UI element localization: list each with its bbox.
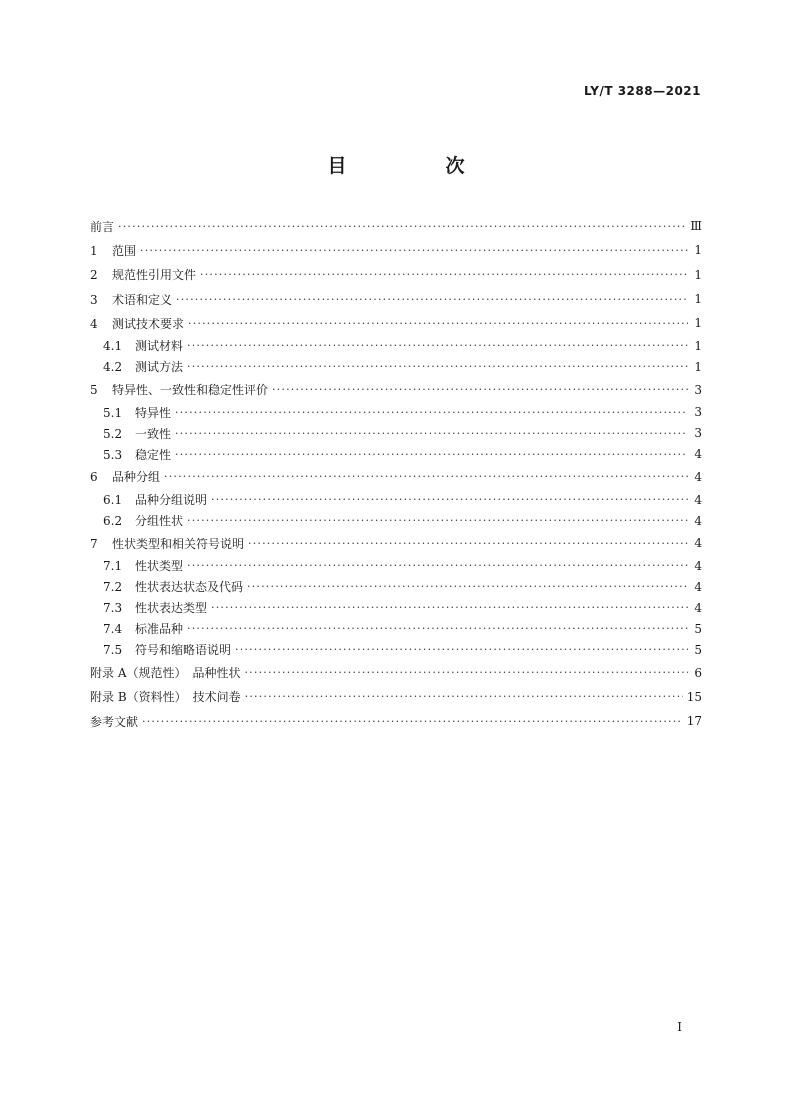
toc-entry-number: 1: [90, 243, 98, 258]
toc-entry[interactable]: [90, 287, 702, 311]
dot-leader: [245, 690, 683, 703]
dot-leader: [118, 220, 686, 233]
toc-entry-number: 4.2: [103, 360, 123, 375]
toc-entry-page: 5: [688, 643, 702, 657]
toc-entry-label: [90, 578, 247, 595]
toc-entry-label: [90, 664, 244, 681]
toc-entry-label: [90, 425, 175, 442]
dot-leader: [272, 383, 688, 396]
toc-entry[interactable]: [90, 402, 702, 423]
toc-entry-number: 7: [90, 536, 98, 551]
dot-leader: [188, 317, 688, 330]
toc-entry-title: 符号和缩略语说明: [135, 643, 232, 658]
toc-entry-number: 5.2: [103, 426, 123, 441]
toc-entry-title: 参考文献: [90, 714, 139, 729]
dot-leader: [247, 580, 688, 593]
toc-entry-page: 17: [683, 714, 702, 728]
toc-entry-title: 性状表达状态及代码: [135, 580, 244, 595]
dot-leader: [175, 448, 688, 461]
toc-entry[interactable]: [90, 639, 702, 660]
toc-entry[interactable]: [90, 465, 702, 489]
toc-entry-label: [90, 713, 142, 730]
toc-entry-page: 4: [688, 470, 702, 484]
toc-entry[interactable]: [90, 576, 702, 597]
dot-leader: [187, 514, 688, 527]
dot-leader: [187, 559, 688, 572]
toc-entry-label: [90, 468, 164, 485]
toc-entry-page: 4: [688, 536, 702, 550]
dot-leader: [235, 643, 688, 656]
dot-leader: [244, 666, 688, 679]
toc-entry-label: [90, 535, 248, 552]
dot-leader: [175, 427, 688, 440]
toc-entry[interactable]: [90, 356, 702, 377]
toc-entry[interactable]: [90, 709, 702, 733]
toc-entry-number: 6.2: [103, 514, 123, 529]
toc-entry-title: 标准品种: [135, 622, 184, 637]
page-number: I: [677, 1020, 682, 1034]
toc-entry-label: [90, 599, 211, 616]
toc-entry-page: 4: [688, 514, 702, 528]
toc-entry[interactable]: [90, 531, 702, 555]
toc-entry[interactable]: [90, 685, 702, 709]
toc-entry-page: 1: [688, 316, 702, 330]
toc-entry[interactable]: [90, 311, 702, 335]
toc-entry-page: 5: [688, 622, 702, 636]
toc-entry-title: 稳定性: [135, 447, 172, 462]
toc-entry-number: 4: [90, 316, 98, 331]
toc-entry-label: [90, 620, 187, 637]
toc-entry-title: 品种分组: [112, 470, 161, 485]
toc-entry-number: 7.5: [103, 643, 123, 658]
page-title: 目 次: [327, 155, 505, 177]
toc-entry-number: 5.3: [103, 447, 123, 462]
toc-entry-title: 性状表达类型: [135, 601, 208, 616]
toc-entry-number: 4.1: [103, 339, 123, 354]
toc-entry-title: 前言: [90, 219, 115, 234]
toc-entry[interactable]: [90, 618, 702, 639]
toc-entry-label: [90, 641, 235, 658]
toc-entry-title: 范围: [112, 243, 137, 258]
toc-entry-page: 6: [688, 666, 702, 680]
toc-entry-number: 3: [90, 292, 98, 307]
toc-entry-page: 1: [688, 292, 702, 306]
toc-entry-number: 2: [90, 268, 98, 283]
toc-entry-label: [90, 242, 140, 259]
dot-leader: [175, 406, 688, 419]
toc-entry-page: 3: [688, 426, 702, 440]
toc-entry[interactable]: [90, 555, 702, 576]
dot-leader: [187, 360, 688, 373]
toc-entry-label: [90, 512, 187, 529]
toc-entry-label: [90, 266, 200, 283]
toc-entry-title: 附录 A（规范性） 品种性状: [90, 666, 241, 681]
toc-entry[interactable]: [90, 444, 702, 465]
toc-entry-label: [90, 218, 118, 235]
toc-entry-title: 品种分组说明: [135, 493, 208, 508]
toc-entry-number: 5.1: [103, 405, 123, 420]
toc-entry-page: 1: [688, 268, 702, 282]
toc-entry-number: 7.4: [103, 622, 123, 637]
toc-entry-title: 测试材料: [135, 339, 184, 354]
table-of-contents: [90, 214, 702, 733]
dot-leader: [176, 293, 688, 306]
dot-leader: [211, 493, 688, 506]
toc-entry[interactable]: [90, 510, 702, 531]
toc-entry-page: 4: [688, 493, 702, 507]
toc-entry-page: 15: [683, 690, 702, 704]
toc-entry[interactable]: [90, 214, 702, 238]
dot-leader: [187, 622, 688, 635]
toc-entry-label: [90, 491, 211, 508]
toc-entry-title: 规范性引用文件: [112, 268, 197, 283]
toc-entry-page: 1: [688, 360, 702, 374]
toc-entry[interactable]: [90, 377, 702, 401]
toc-entry-title: 一致性: [135, 426, 172, 441]
toc-entry-title: 术语和定义: [112, 292, 173, 307]
toc-entry-title: 测试方法: [135, 360, 184, 375]
toc-entry-number: 7.2: [103, 580, 123, 595]
toc-entry[interactable]: [90, 597, 702, 618]
toc-entry[interactable]: [90, 423, 702, 444]
toc-entry-title: 性状类型和相关符号说明: [112, 536, 245, 551]
toc-entry-page: 3: [688, 383, 702, 397]
toc-entry-label: [90, 315, 188, 332]
toc-entry-label: [90, 557, 187, 574]
toc-entry-title: 性状类型: [135, 559, 184, 574]
toc-entry-label: [90, 358, 187, 375]
toc-entry-title: 测试技术要求: [112, 316, 185, 331]
toc-entry-title: 分组性状: [135, 514, 184, 529]
toc-entry-number: 7.1: [103, 559, 123, 574]
dot-leader: [187, 339, 688, 352]
toc-entry-page: Ⅲ: [686, 219, 702, 233]
toc-entry-page: 4: [688, 601, 702, 615]
toc-entry-title: 特异性: [135, 405, 172, 420]
toc-entry-title: 特异性、一致性和稳定性评价: [112, 383, 269, 398]
dot-leader: [200, 268, 688, 281]
dot-leader: [164, 470, 688, 483]
toc-entry-title: 附录 B（资料性） 技术问卷: [90, 690, 241, 705]
dot-leader: [211, 601, 688, 614]
dot-leader: [140, 244, 688, 257]
toc-entry-number: 6: [90, 470, 98, 485]
toc-entry-label: [90, 291, 176, 308]
toc-entry-page: 4: [688, 580, 702, 594]
toc-entry-page: 1: [688, 243, 702, 257]
toc-entry[interactable]: [90, 263, 702, 287]
toc-entry-number: 5: [90, 383, 98, 398]
dot-leader: [142, 715, 683, 728]
toc-entry[interactable]: [90, 489, 702, 510]
toc-entry-label: [90, 381, 272, 398]
toc-entry-page: 3: [688, 405, 702, 419]
toc-entry-page: 1: [688, 339, 702, 353]
toc-entry-label: [90, 404, 175, 421]
toc-entry[interactable]: [90, 238, 702, 262]
toc-entry-label: [90, 446, 175, 463]
toc-entry-label: [90, 337, 187, 354]
standard-code: LY/T 3288—2021: [583, 84, 701, 98]
toc-entry-number: 6.1: [103, 493, 123, 508]
toc-entry[interactable]: [90, 335, 702, 356]
toc-entry-label: [90, 688, 245, 705]
toc-entry-page: 4: [688, 447, 702, 461]
toc-entry-number: 7.3: [103, 601, 123, 616]
toc-entry-page: 4: [688, 559, 702, 573]
toc-entry[interactable]: [90, 660, 702, 684]
dot-leader: [248, 537, 688, 550]
